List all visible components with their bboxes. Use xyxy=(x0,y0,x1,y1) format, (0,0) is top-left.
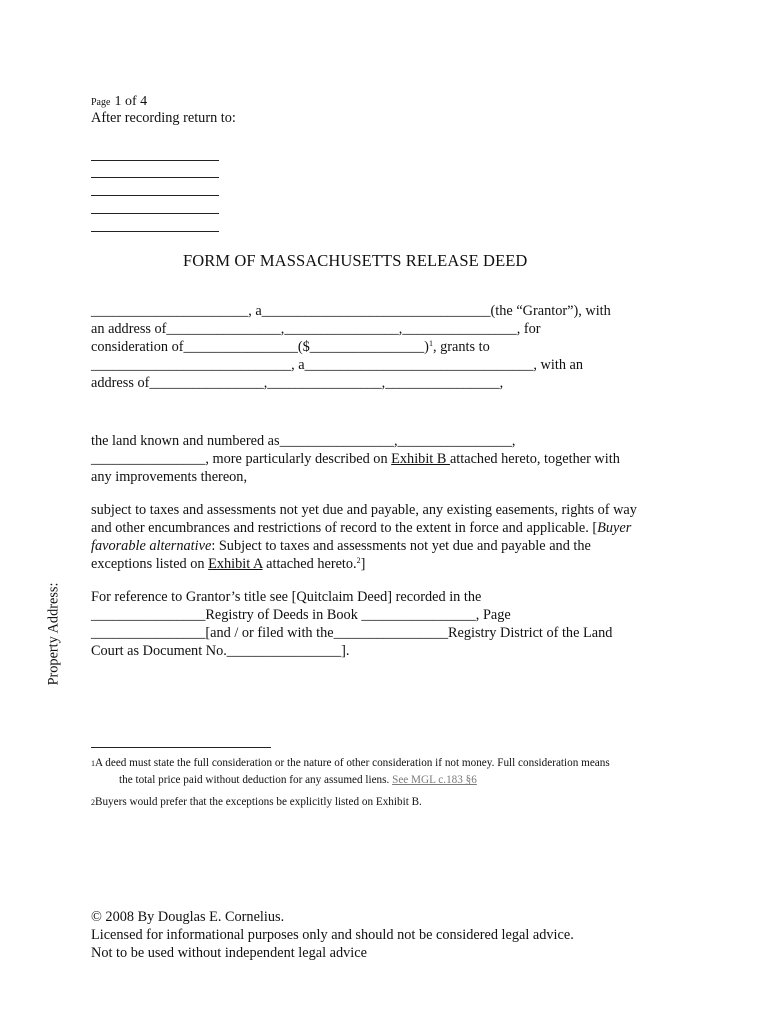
return-label: After recording return to: xyxy=(91,110,236,126)
footnote-2-number: 2 xyxy=(91,798,95,807)
alternative-text: : Subject to taxes and assessments not yet due and payable and the xyxy=(211,538,591,554)
reference-line-1: For reference to Grantor’s title see [Quitclaim Deed] recorded in the xyxy=(91,589,482,605)
attached-hereto-text: attached hereto. xyxy=(262,556,357,572)
encumbrances-text: and other encumbrances and restrictions of record to the extent in force and applicable. [ xyxy=(91,520,598,536)
closing-bracket: ] xyxy=(360,556,366,572)
page-label: Page xyxy=(91,97,111,108)
license-line: Licensed for informational purposes only and should not be considered legal advice. xyxy=(91,927,574,943)
grants-to-text: , grants to xyxy=(432,339,490,355)
land-line-3: any improvements thereon, xyxy=(91,469,248,485)
grantor-line-1 xyxy=(91,302,611,320)
reference-line-2: ________________Registry of Deeds in Book ________________, Page xyxy=(91,607,511,623)
grantor-line-2: an address of________________,________________,________________, for xyxy=(91,321,541,337)
footnote-ref-1: 1 xyxy=(428,339,433,348)
grantor-line-5: address of________________,________________,________________, xyxy=(91,375,504,391)
grantor-entity-blank: ________________________________(the “Grantor”), with xyxy=(261,303,611,319)
reference-line-4: Court as Document No.________________]. xyxy=(91,643,350,659)
page-counter: 1 of 4 xyxy=(114,94,148,109)
footnote-2-text: Buyers would prefer that the exceptions be explicitly listed on Exhibit B. xyxy=(95,796,422,808)
exceptions-text: exceptions listed on xyxy=(91,556,205,572)
page-number xyxy=(91,92,147,110)
return-address-line xyxy=(91,195,219,196)
footnote-1-number: 1 xyxy=(91,759,95,768)
consideration-text: consideration of________________($________________) xyxy=(91,339,429,355)
return-address-line xyxy=(91,160,219,161)
exhibit-a-reference: Exhibit A xyxy=(208,556,263,572)
footnote-2 xyxy=(91,794,422,811)
grantee-entity-blank: ________________________________, with an xyxy=(304,357,584,373)
subject-line-1: subject to taxes and assessments not yet due and payable, any existing easements, rights of way xyxy=(91,502,637,518)
subject-line-3 xyxy=(91,537,591,555)
footnote-1-line-2 xyxy=(119,772,477,789)
subject-line-2 xyxy=(91,519,631,537)
property-address-label: Property Address: xyxy=(45,582,62,686)
copyright-line: © 2008 By Douglas E. Cornelius. xyxy=(91,909,285,925)
buyer-italic: Buyer xyxy=(597,520,632,536)
return-address-line xyxy=(91,231,219,232)
footnote-1-text: A deed must state the full consideration or the nature of other consideration if not money. Full consideration means xyxy=(95,757,610,769)
document-title: FORM OF MASSACHUSETTS RELEASE DEED xyxy=(183,251,528,270)
footnote-divider xyxy=(91,747,271,748)
grantor-line-3 xyxy=(91,338,490,356)
grantor-name-blank: ______________________, a xyxy=(91,303,262,319)
subject-line-4 xyxy=(91,555,365,573)
grantee-name-blank: ____________________________, a xyxy=(91,357,305,373)
return-address-line xyxy=(91,213,219,214)
return-address-line xyxy=(91,177,219,178)
grantor-line-4 xyxy=(91,356,583,374)
exhibit-b-reference: Exhibit B xyxy=(391,451,450,467)
attached-text: attached hereto, together with xyxy=(449,451,620,467)
legal-advice-line: Not to be used without independent legal advice xyxy=(91,945,367,961)
mgl-citation-link[interactable]: See MGL c.183 §6 xyxy=(392,774,477,786)
favorable-alternative-italic: favorable alternative xyxy=(91,538,212,554)
land-line-1: the land known and numbered as________________,________________, xyxy=(91,433,516,449)
reference-line-3: ________________[and / or filed with the________________Registry District of the Land xyxy=(91,625,613,641)
land-description-text: ________________, more particularly described on xyxy=(91,451,388,467)
land-line-2 xyxy=(91,450,620,468)
footnote-1-text-cont: the total price paid without deduction for any assumed liens. xyxy=(119,774,390,786)
footnote-1-line-1 xyxy=(91,755,610,772)
footnote-ref-2: 2 xyxy=(356,556,361,565)
